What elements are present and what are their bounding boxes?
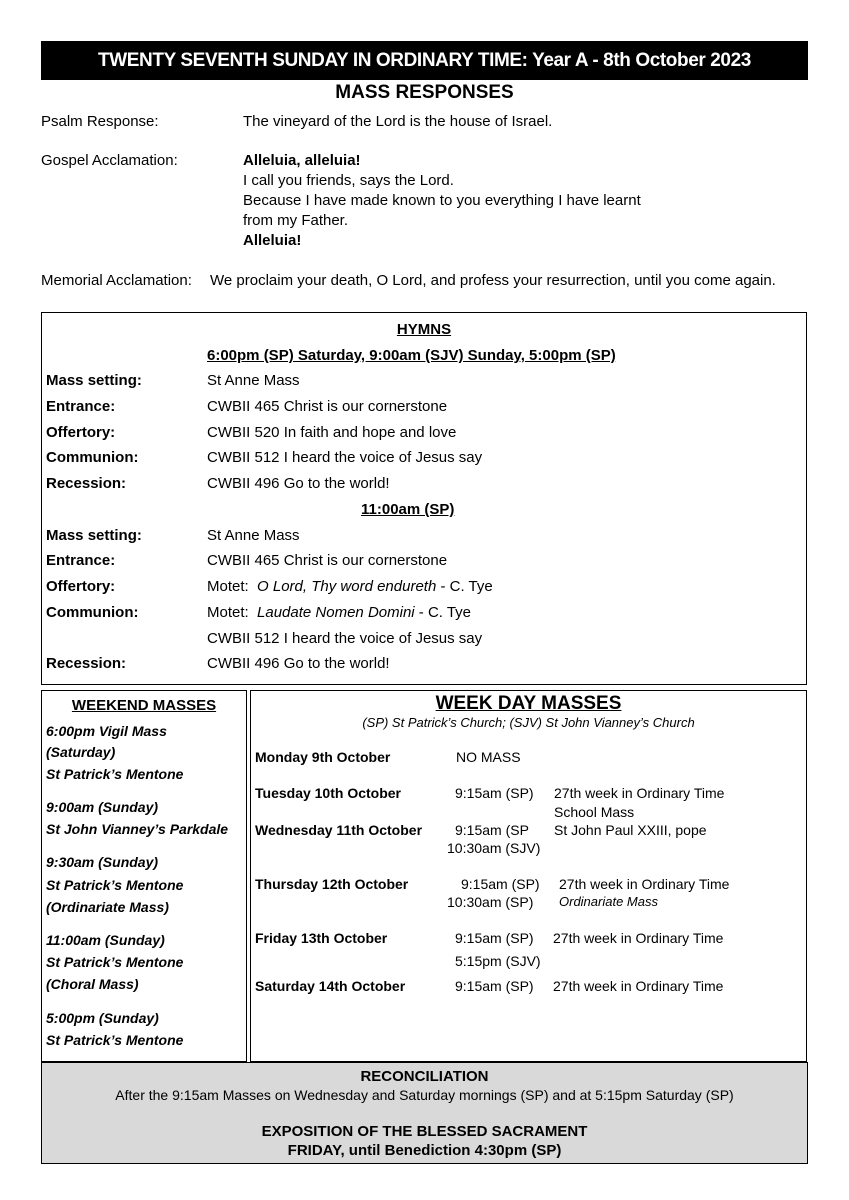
hymns-group1-heading: 6:00pm (SP) Saturday, 9:00am (SJV) Sunday, 5:00pm (SP): [207, 347, 616, 364]
weekend-line: 9:00am (Sunday): [46, 799, 159, 815]
weekend-line: 9:30am (Sunday): [46, 854, 159, 870]
weekday-note: 27th week in Ordinary Time: [553, 978, 724, 994]
exposition-heading: EXPOSITION OF THE BLESSED SACRAMENT: [261, 1123, 588, 1140]
weekend-line: St John Vianney’s Parkdale: [46, 821, 229, 837]
weekday-day: Thursday 12th October: [255, 876, 409, 892]
hymn-value: CWBII 465 Christ is our cornerstone: [207, 552, 448, 569]
hymn-label: Entrance:: [46, 398, 116, 415]
gospel-line-2: I call you friends, says the Lord.: [243, 172, 454, 189]
hymn-label: Mass setting:: [46, 527, 142, 544]
weekend-line: St Patrick’s Mentone: [46, 954, 184, 970]
weekday-time: 9:15am (SP): [455, 978, 534, 994]
hymn-value: St Anne Mass: [207, 372, 300, 389]
hymn-value-motet: Motet: O Lord, Thy word endureth - C. Tye: [207, 578, 493, 595]
hymn-label: Offertory:: [46, 578, 116, 595]
psalm-text: The vineyard of the Lord is the house of Israel.: [243, 113, 553, 130]
gospel-line-5: Alleluia!: [243, 232, 302, 249]
hymn-label: Communion:: [46, 604, 139, 621]
weekday-note: 27th week in Ordinary Time: [559, 876, 730, 892]
weekend-line: 5:00pm (Sunday): [46, 1010, 159, 1026]
hymn-label: Offertory:: [46, 424, 116, 441]
weekend-line: St Patrick’s Mentone: [46, 766, 184, 782]
weekday-note: 27th week in Ordinary Time: [553, 930, 724, 946]
hymn-value: CWBII 496 Go to the world!: [207, 655, 390, 672]
weekday-time: 5:15pm (SJV): [455, 953, 541, 969]
hymn-value: CWBII 465 Christ is our cornerstone: [207, 398, 448, 415]
memorial-text: We proclaim your death, O Lord, and profess your resurrection, until you come again.: [210, 272, 776, 289]
weekend-line: St Patrick’s Mentone: [46, 1032, 184, 1048]
hymns-group2-heading: 11:00am (SP): [361, 501, 455, 518]
hymn-value: CWBII 512 I heard the voice of Jesus say: [207, 630, 483, 647]
weekday-time: 10:30am (SJV): [447, 840, 541, 856]
gospel-label: Gospel Acclamation:: [41, 152, 178, 169]
memorial-label: Memorial Acclamation:: [41, 272, 192, 289]
weekend-line: St Patrick’s Mentone: [46, 877, 184, 893]
weekday-time: 9:15am (SP): [455, 785, 534, 801]
hymn-value: CWBII 512 I heard the voice of Jesus say: [207, 449, 483, 466]
weekday-time: NO MASS: [456, 749, 521, 765]
exposition-text: FRIDAY, until Benediction 4:30pm (SP): [287, 1142, 562, 1159]
hymn-value: CWBII 496 Go to the world!: [207, 475, 390, 492]
hymn-label: Recession:: [46, 655, 127, 672]
weekday-masses-heading: WEEK DAY MASSES: [435, 693, 622, 714]
hymn-label: Recession:: [46, 475, 127, 492]
psalm-label: Psalm Response:: [41, 113, 159, 130]
weekend-line: (Saturday): [46, 744, 116, 760]
reconciliation-text: After the 9:15am Masses on Wednesday and Saturday mornings (SP) and at 5:15pm Saturday (SP): [115, 1087, 734, 1103]
weekend-line: (Choral Mass): [46, 976, 139, 992]
page-banner-title: TWENTY SEVENTH SUNDAY IN ORDINARY TIME: Year A - 8th October 2023: [41, 41, 808, 80]
weekend-masses-heading: WEEKEND MASSES: [71, 697, 217, 714]
mass-responses-heading: MASS RESPONSES: [335, 82, 514, 103]
weekday-note: Ordinariate Mass: [559, 894, 658, 909]
weekday-note: St John Paul XXIII, pope: [554, 822, 707, 838]
weekday-time: 9:15am (SP: [455, 822, 529, 838]
reconciliation-heading: RECONCILIATION: [360, 1068, 489, 1085]
weekend-line: (Ordinariate Mass): [46, 899, 169, 915]
weekday-note: School Mass: [554, 804, 635, 820]
weekday-day: Monday 9th October: [255, 749, 391, 765]
hymn-label: Communion:: [46, 449, 139, 466]
weekday-time: 9:15am (SP): [455, 930, 534, 946]
weekend-line: 6:00pm Vigil Mass: [46, 723, 167, 739]
hymn-label: Entrance:: [46, 552, 116, 569]
hymn-value: CWBII 520 In faith and hope and love: [207, 424, 457, 441]
weekday-note: 27th week in Ordinary Time: [554, 785, 725, 801]
hymn-value: St Anne Mass: [207, 527, 300, 544]
gospel-line-1: Alleluia, alleluia!: [243, 152, 361, 169]
weekday-time: 10:30am (SP): [447, 894, 534, 910]
hymn-label: Mass setting:: [46, 372, 142, 389]
weekday-time: 9:15am (SP): [461, 876, 540, 892]
gospel-line-4: from my Father.: [243, 212, 349, 229]
weekday-day: Friday 13th October: [255, 930, 388, 946]
hymns-heading: HYMNS: [396, 321, 452, 338]
weekday-day: Saturday 14th October: [255, 978, 406, 994]
gospel-line-3: Because I have made known to you everything I have learnt: [243, 192, 641, 209]
hymn-value-motet: Motet: Laudate Nomen Domini - C. Tye: [207, 604, 472, 621]
weekday-day: Tuesday 10th October: [255, 785, 402, 801]
weekday-day: Wednesday 11th October: [255, 822, 423, 838]
weekend-line: 11:00am (Sunday): [46, 932, 165, 948]
weekday-masses-subheading: (SP) St Patrick’s Church; (SJV) St John Vianney’s Church: [362, 715, 695, 730]
